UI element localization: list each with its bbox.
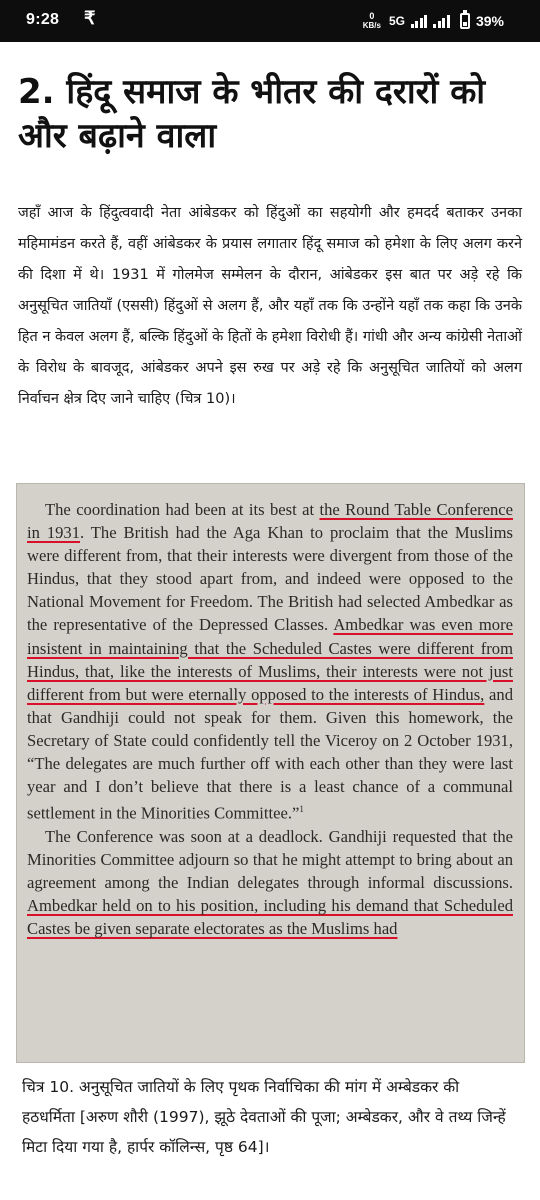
battery-icon bbox=[460, 13, 470, 29]
highlighted-phrase: the Round Table Conference in 1931 bbox=[27, 500, 513, 543]
battery-level-fill bbox=[463, 22, 467, 26]
scan-text-segment: . The British had the Aga Khan to proclaim that the Muslims were different from, that their interests were divergent from those of the Hindus, that they stood apart from, and indeed were opposed to the National Movement for Freedom. The British had selected Ambedkar as the representative of the Depressed Classes. bbox=[27, 523, 513, 635]
status-icons bbox=[363, 9, 504, 33]
scan-text-segment: and that Gandhiji could not speak for them. Given this homework, the Secretary of State could confidently tell the Viceroy on 2 October 1931, “The delegates are much further off with each other than they were last year and I don’t believe that there is a least chance of a communal settlement in the Minorities Committee.” bbox=[27, 684, 513, 823]
signal-strength-icon bbox=[411, 14, 428, 28]
rupee-notification-icon: ₹ bbox=[84, 8, 96, 28]
status-bar bbox=[0, 0, 540, 42]
scan-paragraph-1 bbox=[27, 498, 513, 825]
figure-caption: चित्र 10. अनुसूचित जातियों के लिए पृथक निर्वाचिका की मांग में अम्बेडकर की हठधर्मिता [अरुण शौरी (1997), झूठे देवताओं की पूजा; अम्बेडकर, और वे तथ्य जिन्हें मिटा दिया गया है, हार्पर कॉलिन्स, पृष्ठ 64]। bbox=[22, 1078, 506, 1156]
network-speed-value: 0 bbox=[369, 11, 375, 21]
highlighted-phrase: Ambedkar held on to his position, including his demand that Scheduled Castes be given separate electorates as the Muslims had bbox=[27, 896, 513, 939]
scan-text-segment: The coordination had been at its best at bbox=[45, 500, 320, 519]
clock: 9:28 bbox=[26, 11, 60, 28]
footnote-marker: 1 bbox=[299, 804, 304, 815]
scan-paragraph-2 bbox=[27, 825, 513, 940]
scan-text-segment: The Conference was soon at a deadlock. Gandhiji requested that the Minorities Committee adjourn so that he might attempt to bring about an agreement among the Indian delegates through informal discussions. bbox=[27, 826, 513, 893]
battery-percent: 39% bbox=[475, 13, 504, 29]
highlighted-phrase: Ambedkar was even more insistent in maintaining that the Scheduled Castes were different from Hindus, that, like the interests of Muslims, their interests were not just different from but were eternally opposed to the interests of Hindus, bbox=[27, 615, 513, 704]
article-heading: 2. हिंदू समाज के भीतर की दरारों को और बढ़ाने वाला bbox=[18, 72, 486, 156]
network-speed-unit: KB/s bbox=[362, 21, 381, 30]
article-paragraph: जहाँ आज के हिंदुत्ववादी नेता आंबेडकर को हिंदुओं का सहयोगी और हमदर्द बताकर उनका महिमामंडन करते हैं, वहीं आंबेडकर के प्रयास लगातार हिंदू समाज को हमेशा के लिए अलग करने की दिशा में थे। 1931 में गोलमेज सम्मेलन के दौरान, आंबेडकर इस बात पर अड़े रहे कि अनुसूचित जातियाँ (एससी) हिंदुओं से अलग हैं, और यहाँ तक कि उन्होंने यहाँ तक कहा कि उनके हित न केवल अलग हैं, बल्कि हिंदुओं के हितों के हमेशा विरोधी हैं। गांधी और अन्य कांग्रेसी नेताओं के विरोध के बावजूद, आंबेडकर अपने इस रुख पर अड़े रहे कि अनुसूचित जातियों को अलग निर्वाचन क्षेत्र दिए जाने चाहिए (चित्र 10)। bbox=[18, 205, 522, 407]
network-type: 5G bbox=[388, 14, 405, 28]
network-speed bbox=[363, 12, 381, 30]
signal-strength-sim2-icon bbox=[433, 14, 450, 28]
scanned-book-excerpt bbox=[16, 483, 525, 1063]
scanned-text bbox=[27, 498, 513, 940]
